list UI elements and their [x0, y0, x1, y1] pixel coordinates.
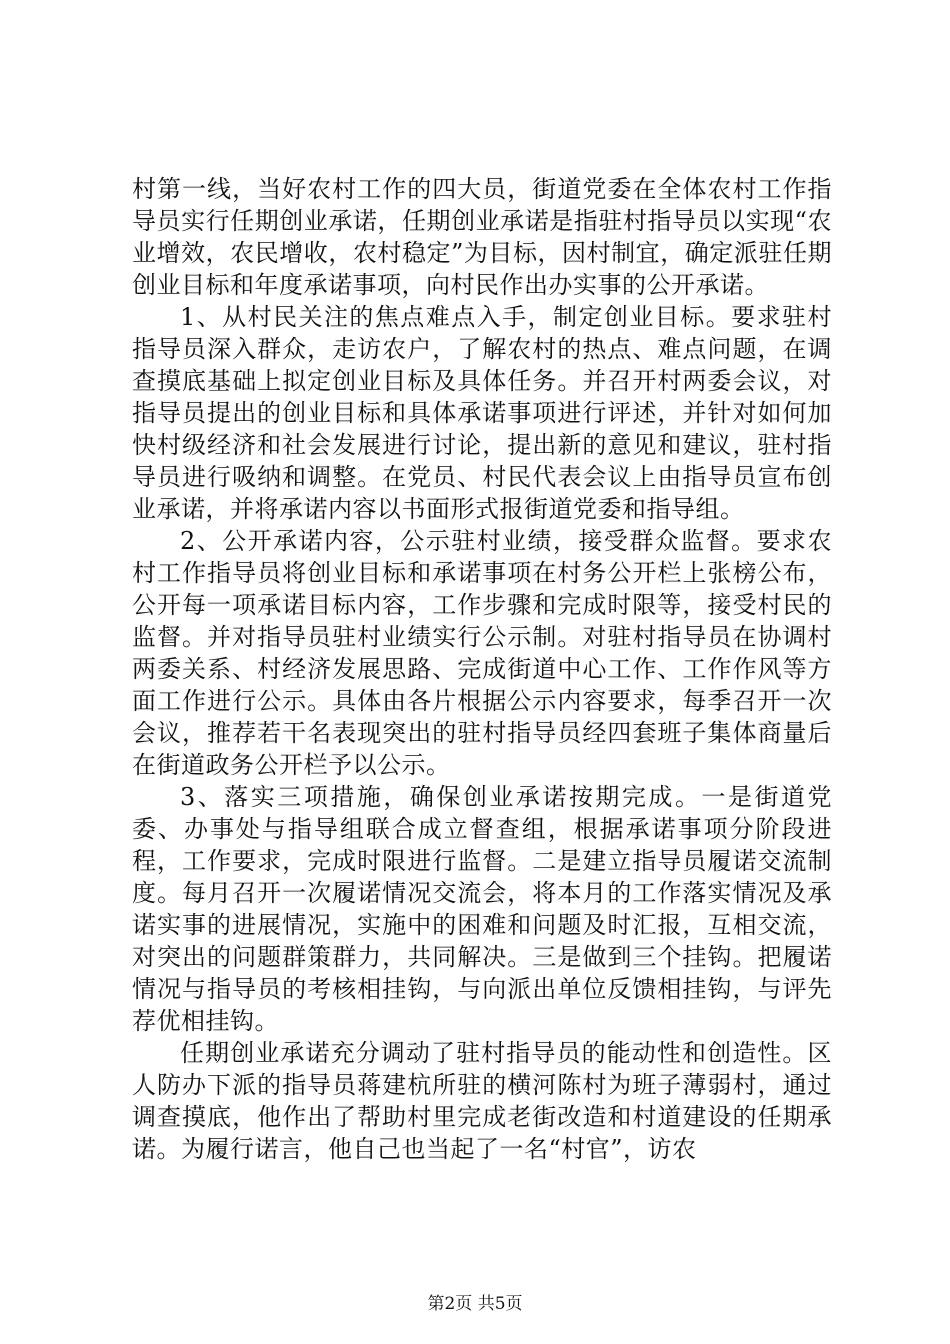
paragraph-4: 3、落实三项措施，确保创业承诺按期完成。一是街道党委、办事处与指导组联合成立督查组，根据承诺事项分阶段进程，工作要求，完成时限进行监督。二是建立指导员履诺交流制度。每月召开一次履诺情况交流会，将本月的工作落实情况及承诺实事的进展情况，实施中的困难和问题及时汇报，互相交流，对突出的问题群策群力，共同解决。三是做到三个挂钩。把履诺情况与指导员的考核相挂钩，与向派出单位反馈相挂钩，与评先荐优相挂钩。 — [132, 783, 832, 1035]
paragraph-2: 1、从村民关注的焦点难点入手，制定创业目标。要求驻村指导员深入群众，走访农户，了解农村的热点、难点问题，在调查摸底基础上拟定创业目标及具体任务。并召开村两委会议，对指导员提出的创业目标和具体承诺事项进行评述，并针对如何加快村级经济和社会发展进行讨论，提出新的意见和建议，驻村指导员进行吸纳和调整。在党员、村民代表会议上由指导员宣布创业承诺，并将承诺内容以书面形式报街道党委和指导组。 — [132, 303, 832, 523]
paragraph-5: 任期创业承诺充分调动了驻村指导员的能动性和创造性。区人防办下派的指导员蒋建杭所驻的横河陈村为班子薄弱村，通过调查摸底，他作出了帮助村里完成老街改造和村道建设的任期承诺。为履行诺言，他自己也当起了一名“村官”，访农 — [132, 1039, 832, 1163]
page-number-footer: 第2页 共5页 — [427, 1294, 523, 1314]
paragraph-3: 2、公开承诺内容，公示驻村业绩，接受群众监督。要求农村工作指导员将创业目标和承诺事项在村务公开栏上张榜公布，公开每一项承诺目标内容，工作步骤和完成时限等，接受村民的监督。并对指导员驻村业绩实行公示制。对驻村指导员在协调村两委关系、村经济发展思路、完成街道中心工作、工作作风等方面工作进行公示。具体由各片根据公示内容要求，每季召开一次会议，推荐若干名表现突出的驻村指导员经四套班子集体商量后在街道政务公开栏予以公示。 — [132, 527, 832, 779]
paragraph-1: 村第一线，当好农村工作的四大员，街道党委在全体农村工作指导员实行任期创业承诺，任期创业承诺是指驻村指导员以实现“农业增效，农民增收，农村稳定”为目标，因村制宜，确定派驻任期创业目标和年度承诺事项，向村民作出办实事的公开承诺。 — [132, 175, 832, 299]
document-body — [132, 173, 832, 1165]
